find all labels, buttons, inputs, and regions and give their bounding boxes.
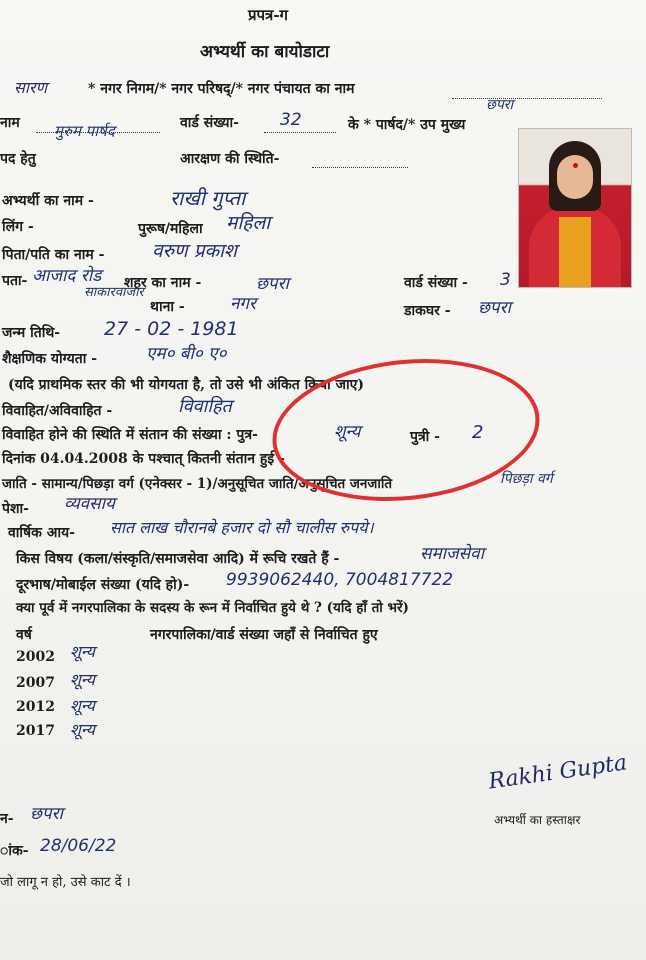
phone-value: 9939062440, 7004817722 <box>226 570 454 590</box>
year-2007: 2007 <box>16 675 55 691</box>
ward2-label: वार्ड संख्या - <box>404 275 468 291</box>
ward-header: नगरपालिका/वार्ड संख्या जहाँ से निर्वाचित हुए <box>150 627 378 643</box>
year-2017-value: शून्य <box>70 720 95 739</box>
occupation-value: व्यवसाय <box>64 494 115 514</box>
previous-question: क्या पूर्व में नगरपालिका के सदस्य के रून में निर्वाचित हुये थे ? (यदि हाँ तो भरें) <box>16 600 409 616</box>
gender-value: महिला <box>226 212 271 234</box>
form-title: अभ्यर्थी का बायोडाटा <box>200 42 330 62</box>
signature: Rakhi Gupta <box>486 750 629 795</box>
children-label: विवाहित होने की स्थिति में संतान की संख्या : पुत्र- <box>2 427 258 443</box>
name-value: मुरुम पार्षद <box>54 122 115 140</box>
income-value: सात लाख चौरानबे हजार दो सौ चालीस रुपये। <box>110 518 374 537</box>
year-2002-value: शून्य <box>70 642 95 661</box>
body-value: छपरा <box>486 97 514 113</box>
police-value: नगर <box>230 294 256 314</box>
year-2012: 2012 <box>16 699 55 715</box>
caste-value: पिछड़ा वर्ग <box>500 471 553 487</box>
occupation-label: पेशा- <box>2 501 29 517</box>
parent-value: वरुण प्रकाश <box>152 240 237 262</box>
marital-label: विवाहित/अविवाहित - <box>2 403 113 419</box>
daughter-label: पुत्री - <box>410 429 440 445</box>
year-2002: 2002 <box>16 649 55 665</box>
place-value: छपरा <box>30 804 63 824</box>
education-note: (यदि प्राथमिक स्तर की भी योगयता है, तो उसे भी अंकित किया जाए) <box>8 377 365 393</box>
year-2017: 2017 <box>16 723 55 739</box>
year-header: वर्ष <box>16 627 32 643</box>
gender-label: लिंग - <box>2 219 34 235</box>
education-value: एम० बी० ए० <box>146 344 227 364</box>
year-2007-value: शून्य <box>70 670 95 689</box>
marital-value: विवाहित <box>178 396 232 417</box>
caste-label: जाति - सामान्य/पिछड़ा वर्ग (एनेक्सर - 1)/अनुसूचित जाति/अनुसूचित जनजाति <box>2 476 393 492</box>
daughter-value: 2 <box>472 422 484 443</box>
post-office-label: डाकघर - <box>404 303 451 319</box>
address-value: आजाद रोड <box>32 266 102 286</box>
reservation-dots <box>312 167 408 168</box>
for-post-label: पद हेतु <box>0 151 36 167</box>
date-label: ांक- <box>0 843 29 859</box>
education-label: शैक्षणिक योग्यता - <box>2 351 98 367</box>
footer-note: जो लागू न हो, उसे काट दें । <box>0 875 131 890</box>
date-value: 28/06/22 <box>40 836 117 856</box>
candidate-name-value: राखी गुप्ता <box>170 186 246 210</box>
dob-label: जन्म तिथि- <box>2 325 61 341</box>
year-2012-value: शून्य <box>70 696 95 715</box>
district-handwritten: सारण <box>14 78 48 97</box>
dob-value: 27 - 02 - 1981 <box>104 318 239 340</box>
candidate-name-label: अभ्यर्थी का नाम - <box>2 193 94 209</box>
interest-label: किस विषय (कला/संस्कृति/समाजसेवा आदि) में रूचि रखते हैं - <box>16 551 340 567</box>
candidate-photo <box>518 128 632 288</box>
name-label: नाम <box>0 115 20 131</box>
police-label: थाना - <box>150 299 185 315</box>
post-label: के * पार्षद/* उप मुख्य <box>348 117 466 133</box>
son-value: शून्य <box>334 422 361 442</box>
ward-value: 32 <box>280 110 302 130</box>
gender-options: पुरूष/महिला <box>138 221 203 237</box>
place-label: न- <box>0 811 14 827</box>
phone-label: दूरभाष/मोबाईल संख्या (यदि हो)- <box>16 577 190 593</box>
parent-label: पिता/पति का नाम - <box>2 247 105 263</box>
income-label: वार्षिक आय- <box>8 525 75 541</box>
ward2-value: 3 <box>500 270 511 290</box>
interest-value: समाजसेवा <box>420 544 485 564</box>
ward-dots <box>264 132 336 133</box>
address-value-2: साकारवाजार <box>84 285 144 300</box>
city-label: शहर का नाम - <box>124 275 202 291</box>
city-value: छपरा <box>256 274 289 294</box>
post-office-value: छपरा <box>478 298 511 318</box>
address-label: पता- <box>2 273 28 289</box>
form-number: प्रपत्र-ग <box>248 6 289 24</box>
after-date-label: दिनांक 04.04.2008 के पश्चात् कितनी संतान हुई - <box>2 451 285 467</box>
reservation-label: आरक्षण की स्थिति- <box>180 151 280 167</box>
signature-label: अभ्यर्थी का हस्ताक्षर <box>494 813 581 827</box>
body-label: * नगर निगम/* नगर परिषद्/* नगर पंचायत का नाम <box>88 81 355 97</box>
body-dots <box>452 98 602 99</box>
ward-label: वार्ड संख्या- <box>180 115 239 131</box>
